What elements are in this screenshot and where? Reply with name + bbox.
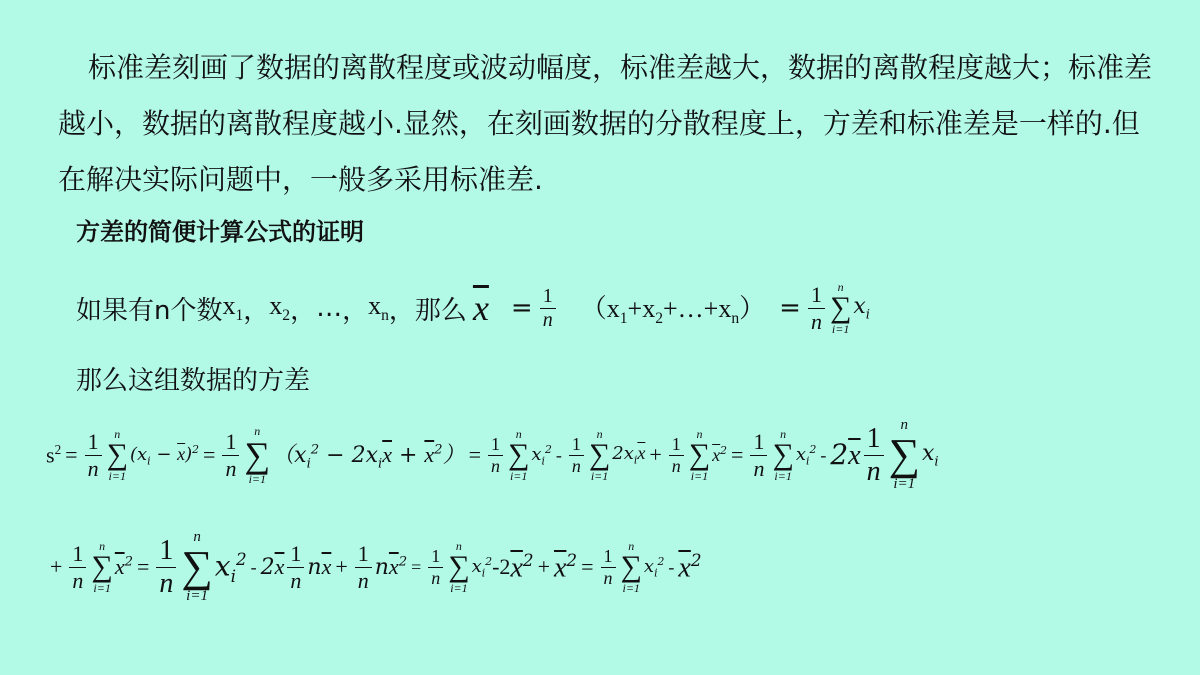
frac-k: $\frac{1}{n}$ xyxy=(287,541,304,594)
equals-1: = xyxy=(510,293,533,323)
plus-d: + xyxy=(649,442,662,467)
sigma-1: n ∑ i=1 xyxy=(829,280,852,336)
sigma-d: n ∑ i=1 xyxy=(588,427,611,483)
frac-i: $\frac{1}{n}$ xyxy=(156,535,176,600)
sigma-e: n ∑ i=1 xyxy=(688,427,711,483)
term-i: $\overline{x}^2$ xyxy=(114,554,133,579)
variance-intro-line: 那么这组数据的方差 xyxy=(76,366,311,396)
sep-3: ， xyxy=(342,295,369,326)
minus-f: - xyxy=(820,444,827,465)
x1-term: $x_1$ xyxy=(222,290,244,325)
minus-c: - xyxy=(555,444,562,465)
minus-two: -2 xyxy=(492,554,511,579)
frac-a: $\frac{1}{n}$ xyxy=(85,429,102,482)
sum-expression: $(x_1+x_2+\dots+x_n)$ xyxy=(580,293,766,328)
mean-prefix: 如果有n个数 xyxy=(76,295,223,326)
one-over-n-1: $\frac{1}{n}$ xyxy=(540,285,556,332)
term-r: $\overline{x}^2$ xyxy=(678,549,702,584)
frac-d: $\frac{1}{n}$ xyxy=(569,434,584,477)
sigma-i: n ∑ i=1 xyxy=(181,529,213,604)
frac-c: $\frac{1}{n}$ xyxy=(488,434,503,477)
minus-j: - xyxy=(250,556,257,577)
sigma-a: n ∑ i=1 xyxy=(106,427,128,483)
sigma-g: n ∑ i=1 xyxy=(888,417,920,492)
eq-b: = xyxy=(203,442,216,467)
term-n: $x_i^2$ xyxy=(471,554,493,580)
frac-h: $\frac{1}{n}$ xyxy=(69,541,86,594)
sep-1: ， xyxy=(243,295,270,326)
intro-paragraph: 标准差刻画了数据的离散程度或波动幅度，标准差越大，数据的离散程度越大；标准差越小，数据的离散程度越小.显然，在刻画数据的分散程度上，方差和标准差是一样的.但在解决实际问题中，一般多采用标准差. xyxy=(58,51,1153,196)
sigma-f: n ∑ i=1 xyxy=(772,427,794,483)
term-c: $x_i^2$ xyxy=(531,442,552,468)
term-k: $2\overline{x}$ xyxy=(260,554,285,580)
term-d: $2x_i\overline{x}$ xyxy=(612,443,646,467)
frac-e: $\frac{1}{n}$ xyxy=(669,434,684,477)
plus-a: + xyxy=(50,554,63,579)
xn-term: $x_n$ xyxy=(368,290,389,325)
equals-2: = xyxy=(779,293,801,323)
term-b: $(x_i^2 - 2x_i\overline{x} + \overline{x}^2)$ xyxy=(272,442,465,472)
term-o: $\overline{x}^2$ xyxy=(510,549,534,584)
xi-term: $x_i$ xyxy=(853,293,870,323)
term-p: $\overline{x}^2$ xyxy=(553,549,578,584)
frac-f: $\frac{1}{n}$ xyxy=(750,429,767,482)
frac-g: $\frac{1}{n}$ xyxy=(864,423,884,488)
sep-2: ， xyxy=(290,295,317,326)
eq-m: = xyxy=(411,556,422,577)
term-m: $n\overline{x}^2$ xyxy=(374,554,408,580)
s2-symbol: $s^2$ xyxy=(46,441,62,468)
term-a: $(x_i - \overline{x})^2$ xyxy=(129,442,200,468)
plus-o: + xyxy=(537,554,550,579)
sigma-m: n ∑ i=1 xyxy=(448,539,470,595)
frac-l: $\frac{1}{n}$ xyxy=(355,541,372,594)
term-f: $x_i^2$ xyxy=(795,442,817,468)
mean-symbol: $\overline{x}$ xyxy=(472,288,489,328)
eq-c: = xyxy=(468,442,481,467)
term-j: $x_i^2$ xyxy=(214,548,247,586)
sigma-p: n ∑ i=1 xyxy=(620,539,642,595)
frac-b: $\frac{1}{n}$ xyxy=(222,429,239,482)
frac-p: $\frac{1}{n}$ xyxy=(601,546,616,589)
plus-l: + xyxy=(335,554,348,579)
eq-f: = xyxy=(136,554,150,579)
frac-m: $\frac{1}{n}$ xyxy=(428,546,443,589)
eq-e: = xyxy=(731,442,744,467)
term-h: $x_i$ xyxy=(921,440,939,470)
eq-p: = xyxy=(581,554,594,579)
sigma-c: n ∑ i=1 xyxy=(508,427,530,483)
term-l: $n\overline{x}$ xyxy=(307,554,332,580)
ellipsis-1: … xyxy=(316,293,343,323)
mean-definition-line xyxy=(76,268,870,348)
term-e: $\overline{x}^2$ xyxy=(712,444,728,465)
sigma-b: n ∑ i=1 xyxy=(244,424,271,486)
one-over-n-2: $\frac{1}{n}$ xyxy=(808,282,825,335)
mean-suffix: ，那么 xyxy=(388,295,467,326)
section-heading: 方差的简便计算公式的证明 xyxy=(76,218,364,246)
term-q: $x_i^2$ xyxy=(643,554,665,580)
variance-equation-line-2 xyxy=(46,522,702,612)
x2-term: $x_2$ xyxy=(269,290,291,325)
minus-q: - xyxy=(668,556,675,577)
variance-equation-line-1 xyxy=(46,415,939,495)
sigma-h: n ∑ i=1 xyxy=(91,539,113,595)
eq-a: = xyxy=(65,442,78,467)
term-g: $2\overline{x}$ xyxy=(830,438,861,471)
